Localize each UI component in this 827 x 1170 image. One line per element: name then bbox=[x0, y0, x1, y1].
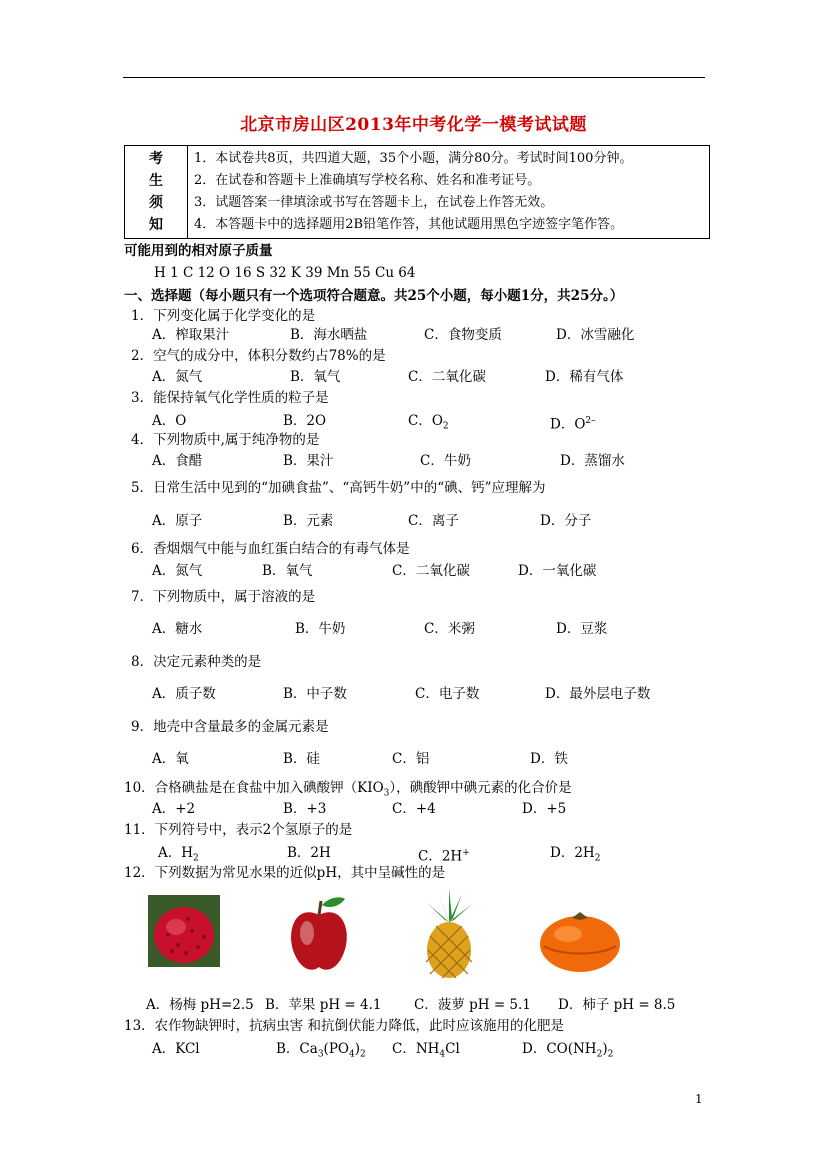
option-a: A．氧 bbox=[152, 751, 189, 767]
option-a: A．氮气 bbox=[152, 563, 203, 579]
option-a: A．KCl bbox=[152, 1041, 200, 1057]
question-stem: 7．下列物质中，属于溶液的是 bbox=[131, 589, 316, 605]
pineapple-icon bbox=[418, 888, 480, 980]
option-c: C．铝 bbox=[392, 751, 430, 767]
bayberry-icon bbox=[148, 895, 220, 967]
option-d: D．一氧化碳 bbox=[518, 563, 597, 579]
option-d: D．最外层电子数 bbox=[545, 686, 651, 702]
option-b: B．氧气 bbox=[262, 563, 313, 579]
question-stem: 13．农作物缺钾时，抗病虫害 和抗倒伏能力降低，此时应该施用的化肥是 bbox=[124, 1018, 564, 1034]
question-stem: 1．下列变化属于化学变化的是 bbox=[131, 308, 316, 324]
notice-rules bbox=[188, 146, 710, 239]
option-a: A．氮气 bbox=[152, 369, 203, 385]
option-d: D．蒸馏水 bbox=[560, 453, 625, 469]
option-b: B．中子数 bbox=[283, 686, 347, 702]
question-stem: 3．能保持氧气化学性质的粒子是 bbox=[131, 390, 329, 406]
option-b: B．2O bbox=[283, 413, 327, 429]
question-stem: 11．下列符号中，表示2个氢原子的是 bbox=[124, 822, 353, 838]
notice-rule: 4．本答题卡中的选择题用2B铅笔作答，其他试题用黑色字迹签字笔作答。 bbox=[194, 217, 624, 232]
atomic-mass-heading: 可能用到的相对原子质量 bbox=[124, 243, 273, 259]
option-d: D．分子 bbox=[540, 513, 592, 529]
option-c: C．牛奶 bbox=[420, 453, 471, 469]
page-number: 1 bbox=[695, 1092, 703, 1106]
option-b: B．+3 bbox=[283, 801, 327, 817]
question-stem: 2．空气的成分中，体积分数约占78%的是 bbox=[131, 348, 386, 364]
option-a: A．原子 bbox=[152, 513, 203, 529]
option-d: D．铁 bbox=[530, 751, 568, 767]
notice-rule: 2．在试卷和答题卡上准确填写学校名称、姓名和准考证号。 bbox=[194, 173, 541, 188]
option-d: D．豆浆 bbox=[556, 621, 608, 637]
question-stem: 5．日常生活中见到的“加碘食盐”、“高钙牛奶”中的“碘、钙”应理解为 bbox=[131, 480, 546, 496]
option-a: A．质子数 bbox=[152, 686, 216, 702]
notice-side-label: 考 生 须 知 bbox=[125, 146, 188, 239]
option-a: A．$H_2$ bbox=[158, 845, 199, 864]
option-d: D．$O^{2-}$ bbox=[550, 416, 596, 433]
option-b: B．硅 bbox=[283, 751, 320, 767]
page-title: 北京市房山区2013年中考化学一模考试试题 bbox=[240, 115, 587, 135]
option-d: D．+5 bbox=[522, 801, 567, 817]
option-c: C．2H+ bbox=[418, 848, 470, 865]
option-c: C．二氧化碳 bbox=[392, 563, 470, 579]
option-c: C．食物变质 bbox=[424, 327, 502, 343]
option-d: D．$2H_2$ bbox=[550, 845, 601, 864]
notice-rule: 1．本试卷共8页，共四道大题，35个小题，满分80分。考试时间100分钟。 bbox=[194, 151, 633, 166]
persimmon-icon bbox=[538, 906, 622, 974]
option-a: A．O bbox=[152, 413, 187, 429]
option-c: C．离子 bbox=[408, 513, 459, 529]
atomic-mass-values: H 1 C 12 O 16 S 32 K 39 Mn 55 Cu 64 bbox=[154, 265, 416, 281]
option-b: B．苹果 pH = 4.1 bbox=[265, 997, 382, 1013]
option-c: C．电子数 bbox=[415, 686, 480, 702]
apple-icon bbox=[285, 893, 353, 975]
option-a: A．糖水 bbox=[152, 621, 203, 637]
option-c: C．$NH_4Cl$ bbox=[392, 1041, 460, 1060]
option-a: A．食醋 bbox=[152, 453, 203, 469]
option-b: B．海水晒盐 bbox=[290, 327, 368, 343]
option-d: D．冰雪融化 bbox=[556, 327, 635, 343]
question-stem: 9．地壳中含量最多的金属元素是 bbox=[131, 719, 329, 735]
option-b: B．2H bbox=[287, 845, 331, 861]
question-stem: 10．合格碘盐是在食盐中加入碘酸钾$(KIO_3)$，碘酸钾中碘元素的化合价是 bbox=[124, 780, 572, 799]
option-b: B．牛奶 bbox=[295, 621, 346, 637]
question-stem: 8．决定元素种类的是 bbox=[131, 654, 262, 670]
question-stem: 4．下列物质中,属于纯净物的是 bbox=[131, 432, 320, 448]
section-heading: 一、选择题（每小题只有一个选项符合题意。共25个小题，每小题1分，共25分。） bbox=[124, 288, 624, 304]
option-a: A．榨取果汁 bbox=[152, 327, 230, 343]
option-d: D．$CO(NH_2)_2$ bbox=[522, 1041, 614, 1060]
option-b: B．果汁 bbox=[283, 453, 334, 469]
option-a: A．杨梅 pH=2.5 bbox=[146, 997, 254, 1013]
option-b: B．元素 bbox=[283, 513, 334, 529]
question-stem: 6．香烟烟气中能与血红蛋白结合的有毒气体是 bbox=[131, 541, 410, 557]
option-d: D．柿子 pH = 8.5 bbox=[558, 997, 676, 1013]
option-c: C．菠萝 pH = 5.1 bbox=[414, 997, 531, 1013]
option-a: A．+2 bbox=[152, 801, 196, 817]
notice-box bbox=[124, 145, 710, 239]
question-stem: 12．下列数据为常见水果的近似pH，其中呈碱性的是 bbox=[124, 865, 446, 881]
option-c: C．+4 bbox=[392, 801, 436, 817]
option-c: C．二氧化碳 bbox=[408, 369, 486, 385]
option-b: B．氧气 bbox=[290, 369, 341, 385]
option-d: D．稀有气体 bbox=[545, 369, 624, 385]
header-rule bbox=[123, 77, 705, 78]
option-c: C．$O_2$ bbox=[408, 413, 449, 432]
option-b: B．$Ca_3(PO_4)_2$ bbox=[276, 1041, 366, 1060]
notice-rule: 3．试题答案一律填涂或书写在答题卡上，在试卷上作答无效。 bbox=[194, 195, 554, 210]
option-c: C．米粥 bbox=[424, 621, 475, 637]
